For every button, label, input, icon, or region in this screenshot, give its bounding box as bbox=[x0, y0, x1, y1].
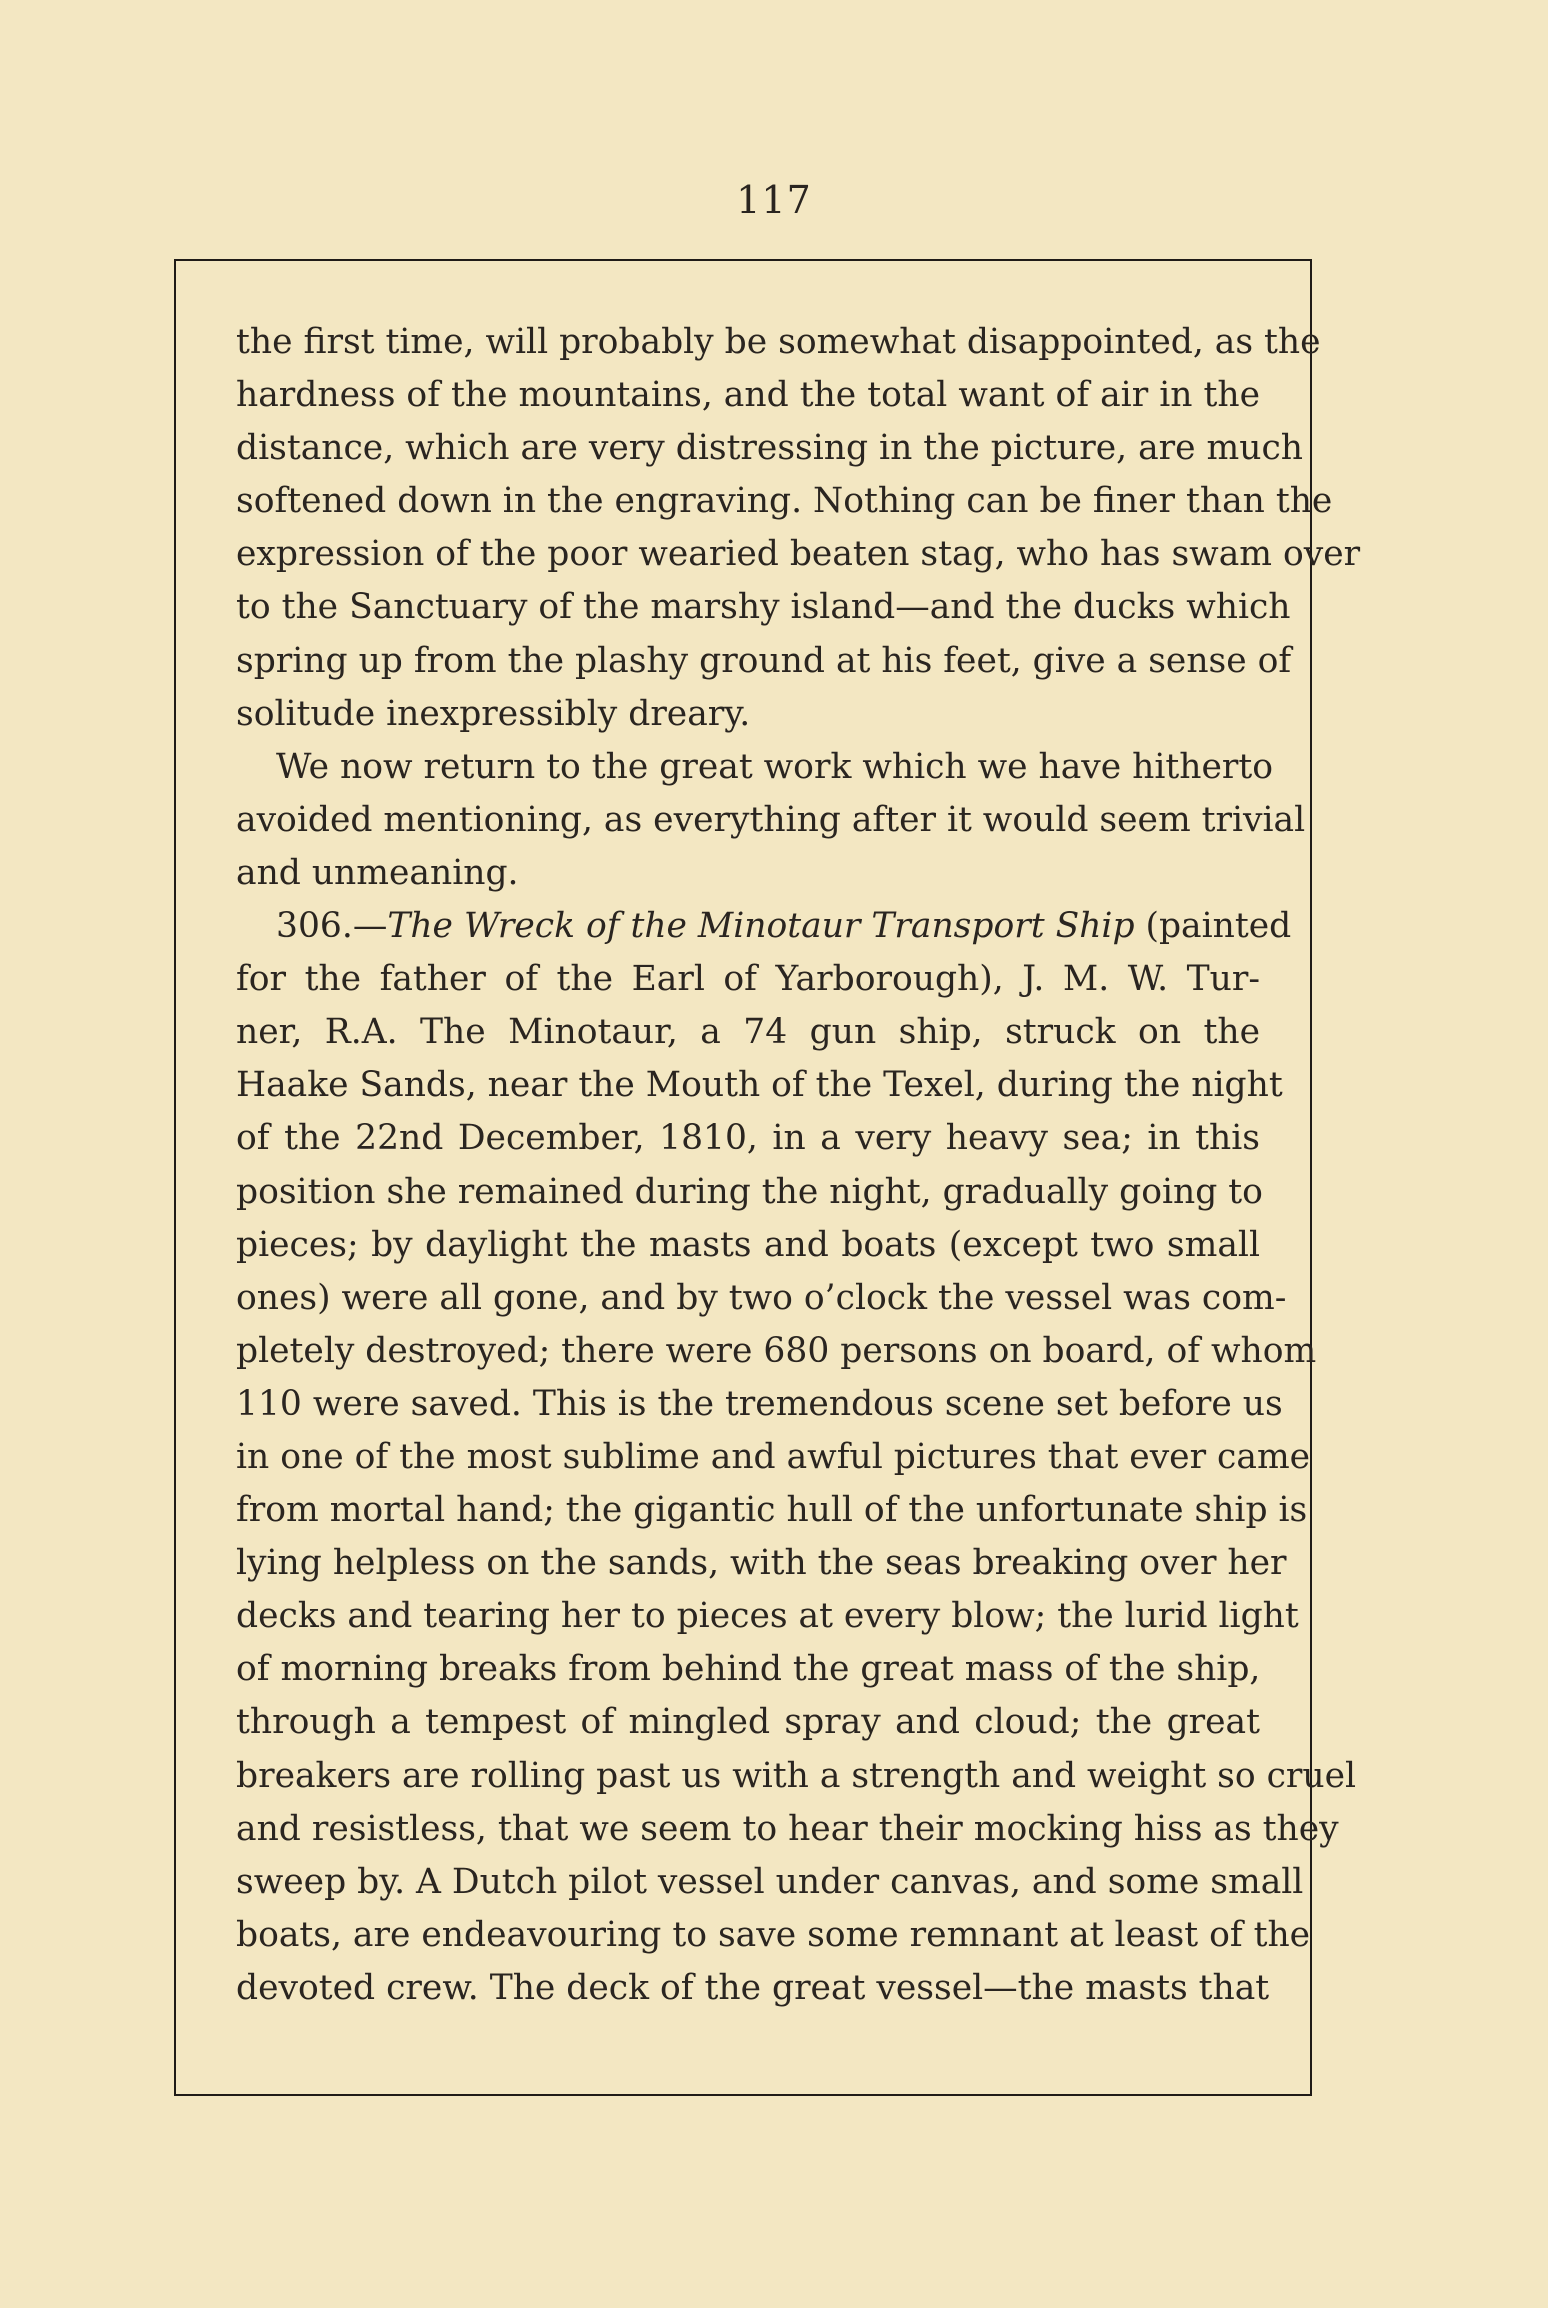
text-line: through a tempest of mingled spray and cloud; the great bbox=[236, 1702, 1260, 1743]
text-line: We now return to the great work which we have hitherto bbox=[276, 746, 1274, 787]
text-line: hardness of the mountains, and the total want of air in the bbox=[236, 375, 1260, 416]
text-line: devoted crew. The deck of the great vessel—the masts that bbox=[236, 1967, 1270, 2008]
text-line: from mortal hand; the gigantic hull of the unfortunate ship is bbox=[236, 1490, 1308, 1531]
text-line: position she remained during the night, gradually going to bbox=[236, 1171, 1263, 1212]
text-line: decks and tearing her to pieces at every blow; the lurid light bbox=[236, 1596, 1299, 1637]
text-line: in one of the most sublime and awful pictures that ever came bbox=[236, 1436, 1311, 1477]
text-line: spring up from the plashy ground at his feet, give a sense of bbox=[236, 640, 1292, 681]
text-line: boats, are endeavouring to save some remnant at least of the bbox=[236, 1914, 1311, 1955]
text-line: of morning breaks from behind the great mass of the ship, bbox=[236, 1649, 1261, 1690]
text-line: solitude inexpressibly dreary. bbox=[236, 693, 751, 734]
text-line: pletely destroyed; there were 680 persons on board, of whom bbox=[236, 1330, 1317, 1371]
text-line: Haake Sands, near the Mouth of the Texel, during the night bbox=[236, 1065, 1283, 1106]
text-line: and unmeaning. bbox=[236, 852, 519, 893]
page-number: 117 bbox=[736, 178, 812, 222]
painting-title: The Wreck of the Minotaur Transport Ship bbox=[387, 906, 1135, 947]
text-line: pieces; by daylight the masts and boats (except two small bbox=[236, 1224, 1260, 1265]
text-line: breakers are rolling past us with a strength and weight so cruel bbox=[236, 1755, 1357, 1796]
text-line: the first time, will probably be somewhat disappointed, as the bbox=[236, 322, 1321, 362]
text-line: for the father of the Earl of Yarborough), J. M. W. Tur- bbox=[236, 959, 1260, 1000]
text-line: expression of the poor wearied beaten stag, who has swam over bbox=[236, 534, 1361, 575]
entry-number: 306.— bbox=[276, 906, 388, 947]
text-line: distance, which are very distressing in the picture, are much bbox=[236, 428, 1304, 469]
text-line: ner, R.A. The Minotaur, a 74 gun ship, struck on the bbox=[236, 1012, 1260, 1053]
text-line: 110 were saved. This is the tremendous scene set before us bbox=[236, 1383, 1283, 1424]
text-line: of the 22nd December, 1810, in a very heavy sea; in this bbox=[236, 1118, 1260, 1159]
text-line: to the Sanctuary of the marshy island—and the ducks which bbox=[236, 587, 1291, 628]
line-continuation: (painted bbox=[1134, 906, 1292, 947]
text-line: lying helpless on the sands, with the seas breaking over her bbox=[236, 1543, 1287, 1584]
body-text bbox=[236, 316, 1361, 2015]
text-line: softened down in the engraving. Nothing can be finer than the bbox=[236, 481, 1333, 522]
text-line: avoided mentioning, as everything after it would seem trivial bbox=[236, 799, 1306, 840]
text-frame bbox=[174, 259, 1361, 2096]
text-line: sweep by. A Dutch pilot vessel under canvas, and some small bbox=[236, 1861, 1304, 1902]
text-line bbox=[236, 900, 1292, 953]
text-line: and resistless, that we seem to hear their mocking hiss as they bbox=[236, 1808, 1339, 1849]
text-line: ones) were all gone, and by two o’clock the vessel was com- bbox=[236, 1277, 1287, 1318]
